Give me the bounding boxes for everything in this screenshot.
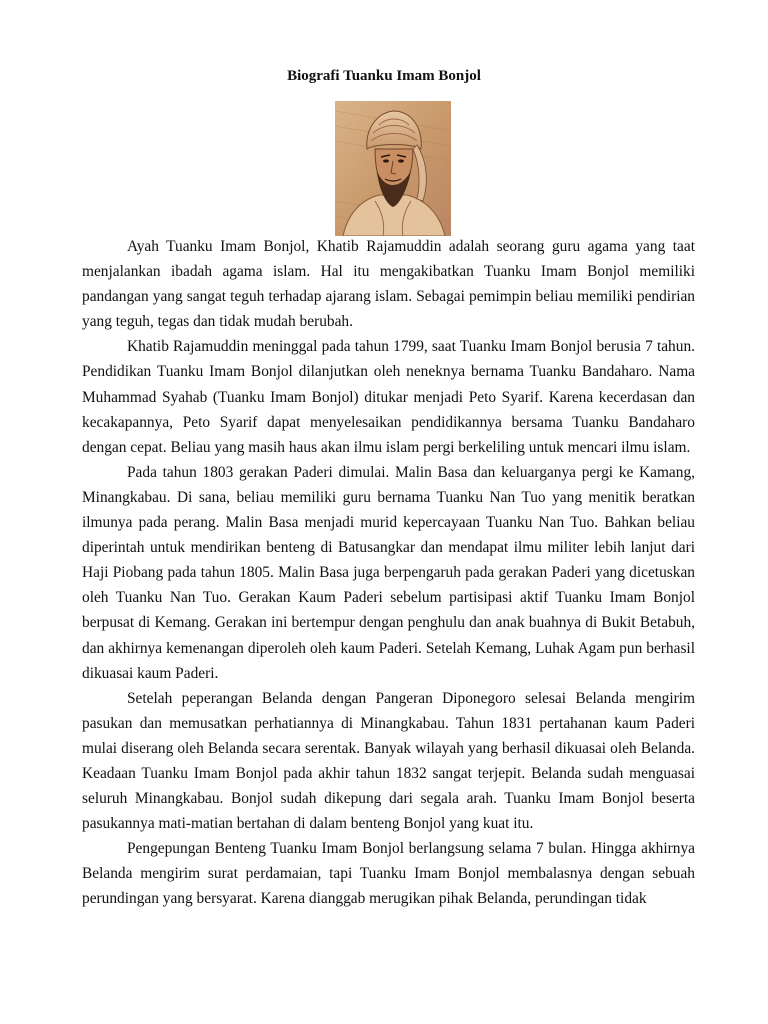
paragraph-2: Khatib Rajamuddin meninggal pada tahun 1799, saat Tuanku Imam Bonjol berusia 7 tahun. Pendidikan Tuanku Imam Bonjol dilanjutkan oleh neneknya bernama Tuanku Bandaharo. Nama Muhammad Syahab (Tuanku Imam Bonjol) ditukar menjadi Peto Syarif. Karena kecerdasan dan kecakapannya, Peto Syarif dapat menyelesaikan pendidikannya bersama Tuanku Bandaharo dengan cepat. Beliau yang masih haus akan ilmu islam pergi berkeliling untuk mencari ilmu islam. bbox=[82, 338, 695, 456]
document-title: Biografi Tuanku Imam Bonjol bbox=[287, 68, 481, 84]
biography-text bbox=[82, 234, 695, 912]
paragraph-3: Pada tahun 1803 gerakan Paderi dimulai. Malin Basa dan keluarganya pergi ke Kamang, Minangkabau. Di sana, beliau memiliki guru bernama Tuanku Nan Tuo yang menitik beratkan ilmunya pada perang. Malin Basa menjadi murid kepercayaan Tuanku Nan Tuo. Bahkan beliau diperintah untuk mendirikan benteng di Batusangkar dan mendapat ilmu militer lebih lanjut dari Haji Piobang pada tahun 1805. Malin Basa juga berpengaruh pada gerakan Paderi yang dicetuskan oleh Tuanku Nan Tuo. Gerakan Kaum Paderi sebelum partisipasi aktif Tuanku Imam Bonjol berpusat di Kemang. Gerakan ini bertempur dengan penghulu dan anak buahnya di Bukit Betabuh, dan akhirnya kemenangan diperoleh oleh kaum Paderi. Setelah Kemang, Luhak Agam pun berhasil dikuasai kaum Paderi. bbox=[82, 463, 695, 682]
paragraph-5: Pengepungan Benteng Tuanku Imam Bonjol berlangsung selama 7 bulan. Hingga akhirnya Belanda mengirim surat perdamaian, tapi Tuanku Imam Bonjol membalasnya dengan sebuah perundingan yang bersyarat. Karena dianggab merugikan pihak Belanda, perundingan tidak bbox=[82, 840, 695, 908]
portrait-illustration bbox=[335, 101, 451, 236]
portrait-image bbox=[335, 101, 451, 236]
paragraph-4: Setelah peperangan Belanda dengan Pangeran Diponegoro selesai Belanda mengirim pasukan dan memusatkan perhatiannya di Minangkabau. Tahun 1831 pertahanan kaum Paderi mulai diserang oleh Belanda secara serentak. Banyak wilayah yang berhasil dikuasai oleh Belanda. Keadaan Tuanku Imam Bonjol pada akhir tahun 1832 sangat terjepit. Belanda sudah menguasai seluruh Minangkabau. Bonjol sudah dikepung dari segala arah. Tuanku Imam Bonjol beserta pasukannya mati-matian bertahan di dalam benteng Bonjol yang kuat itu. bbox=[82, 689, 695, 833]
paragraph-1: Ayah Tuanku Imam Bonjol, Khatib Rajamuddin adalah seorang guru agama yang taat menjalankan ibadah agama islam. Hal itu mengakibatkan Tuanku Imam Bonjol memiliki pandangan yang sangat teguh terhadap ajarang islam. Sebagai pemimpin beliau memiliki pendirian yang teguh, tegas dan tidak mudah berubah. bbox=[82, 238, 695, 331]
